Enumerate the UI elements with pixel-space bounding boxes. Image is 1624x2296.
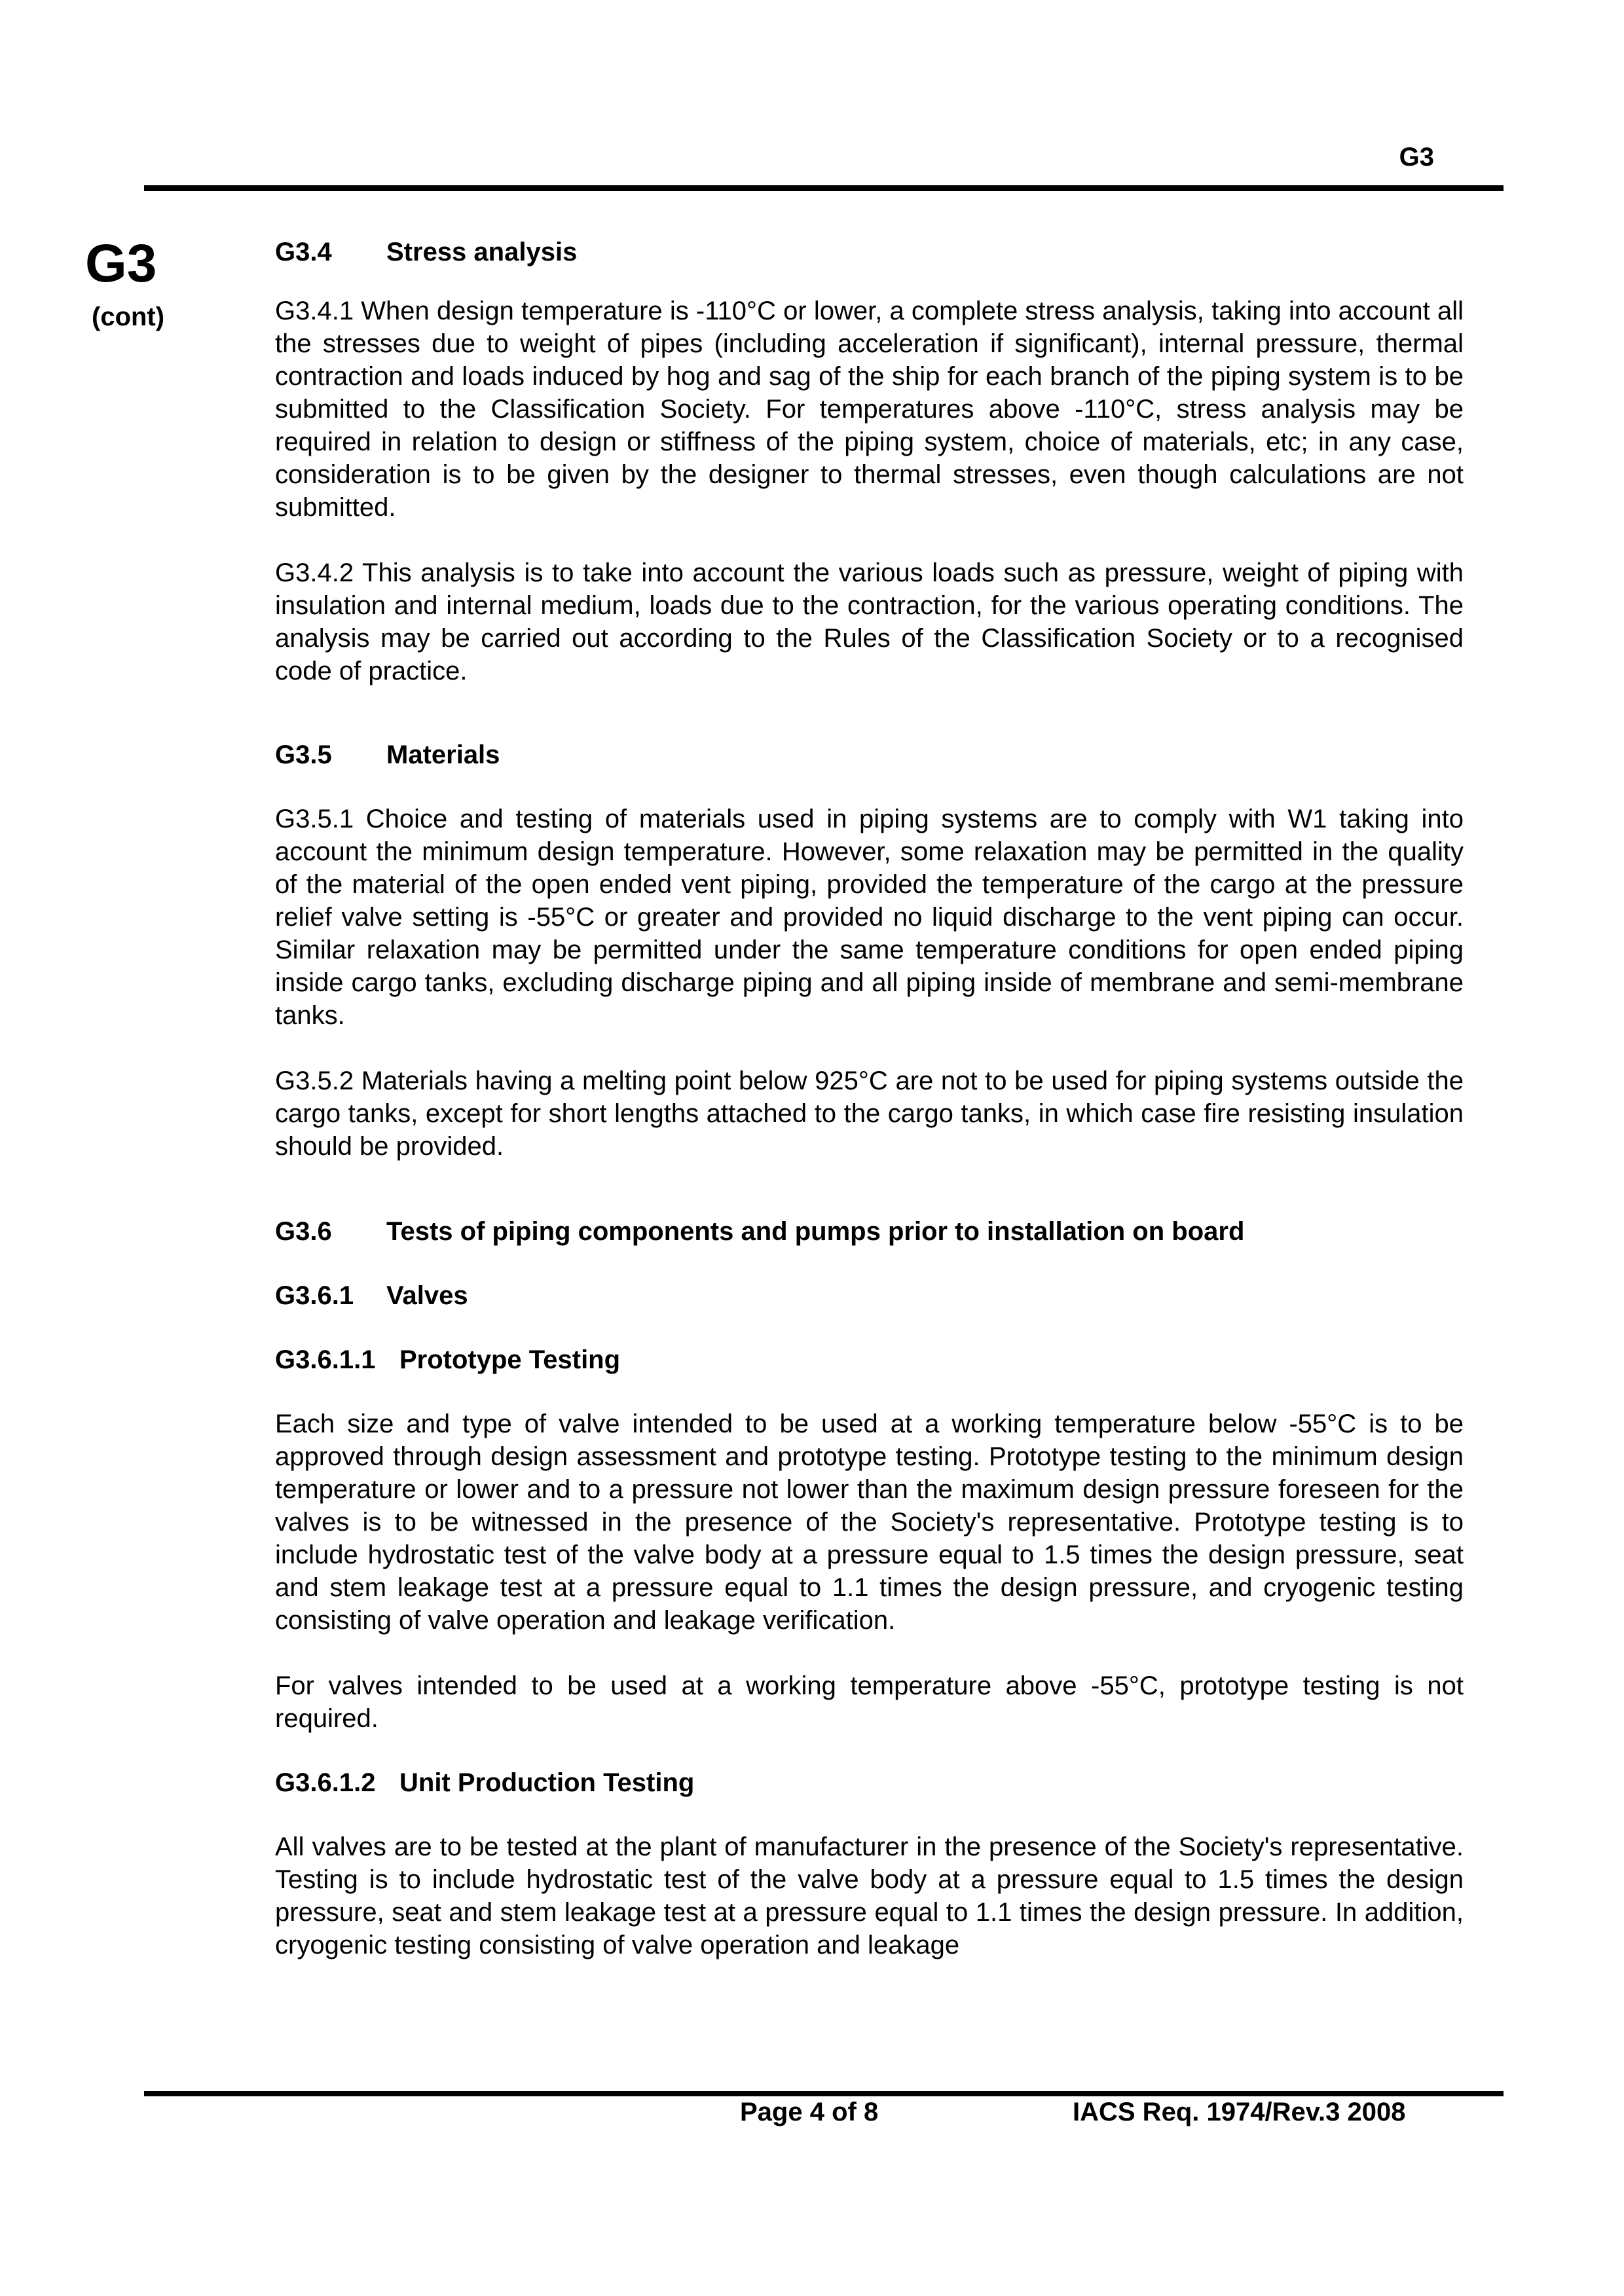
heading-number: G3.6.1.1	[275, 1345, 376, 1374]
heading-title: Prototype Testing	[399, 1345, 621, 1374]
paragraph-prototype-exemption: For valves intended to be used at a working temperature above -55°C, prototype testing is not required.	[275, 1671, 1464, 1733]
heading-title: Valves	[386, 1281, 468, 1310]
paragraph-g3-4-2: G3.4.2 This analysis is to take into account the various loads such as pressure, weight of piping with insulation and internal medium, loads due to the contraction, for the various operating conditions. The analysis may be carried out according to the Rules of the Classification Society or to a recognised code of practice.	[275, 558, 1464, 685]
heading-number: G3.6.1	[275, 1281, 354, 1310]
margin-section-code: G3	[85, 234, 157, 293]
header-rule	[144, 185, 1504, 191]
footer-rule	[144, 2091, 1504, 2096]
heading-number: G3.5	[275, 740, 332, 769]
heading-number: G3.4	[275, 238, 332, 266]
heading-g3-6-1	[275, 1279, 1464, 1312]
heading-g3-6-1-1	[275, 1343, 1464, 1376]
heading-title: Tests of piping components and pumps prior to installation on board	[386, 1217, 1245, 1246]
paragraph-prototype-testing: Each size and type of valve intended to be used at a working temperature below -55°C is to be approved through design assessment and prototype testing. Prototype testing to the minimum design temperature or lower and to a pressure not lower than the maximum design pressure foreseen for the valves is to be witnessed in the presence of the Society's representative. Prototype testing is to include hydrostatic test of the valve body at a pressure equal to 1.5 times the design pressure, seat and stem leakage test at a pressure equal to 1.1 times the design pressure, and cryogenic testing consisting of valve operation and leakage verification.	[275, 1410, 1464, 1635]
document-reference: IACS Req. 1974/Rev.3 2008	[1073, 2098, 1406, 2126]
heading-number: G3.6	[275, 1217, 332, 1246]
heading-title: Materials	[386, 740, 500, 769]
heading-g3-6	[275, 1215, 1464, 1248]
page-number: Page 4 of 8	[740, 2098, 879, 2126]
paragraph-g3-4-1: G3.4.1 When design temperature is -110°C or lower, a complete stress analysis, taking into account all the stresses due to weight of pipes (including acceleration if significant), internal pressure, thermal contraction and loads induced by hog and sag of the ship for each branch of the piping system is to be submitted to the Classification Society. For temperatures above -110°C, stress analysis may be required in relation to design or stiffness of the piping system, choice of materials, etc; in any case, consideration is to be given by the designer to thermal stresses, even though calculations are not submitted.	[275, 297, 1464, 522]
paragraph-g3-5-2: G3.5.2 Materials having a melting point below 925°C are not to be used for piping systems outside the cargo tanks, except for short lengths attached to the cargo tanks, in which case fire resisting insulation should be provided.	[275, 1066, 1464, 1161]
paragraph-unit-production-testing: All valves are to be tested at the plant of manufacturer in the presence of the Society's representative. Testing is to include hydrostatic test of the valve body at a pressure equal to 1.5 times the design pressure, seat and stem leakage test at a pressure equal to 1.1 times the design pressure. In addition, cryogenic testing consisting of valve operation and leakage	[275, 1832, 1464, 1959]
paragraph-g3-5-1: G3.5.1 Choice and testing of materials used in piping systems are to comply with W1 taking into account the minimum design temperature. However, some relaxation may be permitted in the quality of the material of the open ended vent piping, provided the temperature of the cargo at the pressure relief valve setting is -55°C or greater and provided no liquid discharge to the vent piping can occur. Similar relaxation may be permitted under the same temperature conditions for open ended piping inside cargo tanks, excluding discharge piping and all piping inside of membrane and semi-membrane tanks.	[275, 805, 1464, 1030]
heading-number: G3.6.1.2	[275, 1768, 376, 1797]
page-header-code: G3	[1399, 143, 1434, 172]
margin-continued-label: (cont)	[92, 302, 165, 331]
heading-g3-4	[275, 236, 1464, 268]
heading-title: Unit Production Testing	[399, 1768, 695, 1797]
heading-g3-6-1-2	[275, 1766, 1464, 1799]
heading-g3-5	[275, 738, 1464, 771]
heading-title: Stress analysis	[386, 238, 578, 266]
document-body	[275, 236, 1464, 1961]
